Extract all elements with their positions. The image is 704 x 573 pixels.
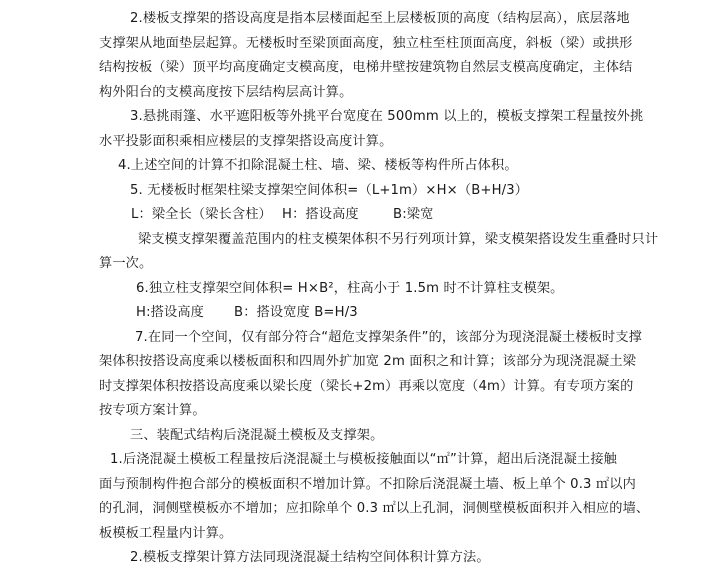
- paragraph-line: 4.上述空间的计算不扣除混凝土柱、墙、梁、楼板等构件所占体积。: [118, 158, 518, 173]
- variable-definition: H:搭设高度: [136, 305, 205, 320]
- paragraph-line: 水平投影面积乘相应楼层的支撑架搭设高度计算。: [99, 134, 393, 149]
- paragraph-line: 面与预制构件抱合部分的模板面积不增加计算。不扣除后浇混凝土墙、板上单个 0.3 ㎡以内: [99, 477, 636, 492]
- paragraph-line: 构外阳台的支模高度按下层结构层高计算。: [99, 85, 353, 100]
- paragraph-line: 时支撑架体积按搭设高度乘以梁长度（梁长+2m）再乘以宽度（4m）计算。有专项方案的: [99, 379, 634, 394]
- paragraph-line: 7.在同一个空间，仅有部分符合“超危支撑架条件”的，该部分为现浇混凝土楼板时支撑: [135, 330, 642, 345]
- paragraph-line: 1.后浇混凝土模板工程量按后浇混凝土与模板接触面以“㎡”计算，超出后浇混凝土接触: [110, 452, 617, 467]
- paragraph-line: 按专项方案计算。: [99, 403, 206, 418]
- variable-definition: L：梁全长（梁长含柱）: [131, 207, 272, 222]
- variable-definition: B：搭设宽度 B=H/3: [234, 305, 358, 320]
- paragraph-line: 板模板工程量内计算。: [99, 526, 233, 541]
- formula-line: 6.独立柱支撑架空间体积= H×B²，柱高小于 1.5m 时不计算柱支模架。: [136, 281, 564, 296]
- variable-definition: H：搭设高度: [282, 207, 359, 222]
- paragraph-line: 支撑架从地面垫层起算。无楼板时至梁顶面高度，独立柱至柱顶面高度，斜板（梁）或拱形: [99, 36, 633, 51]
- paragraph-line: 架体积按搭设高度乘以楼板面积和四周外扩加宽 2m 面积之和计算；该部分为现浇混凝土梁: [99, 354, 637, 369]
- paragraph-line: 2.模板支撑架计算方法同现浇混凝土结构空间体积计算方法。: [130, 550, 490, 565]
- paragraph-line: 梁支模支撑架覆盖范围内的柱支模架体积不另行列项计算，梁支模架搭设发生重叠时只计: [138, 232, 659, 247]
- paragraph-line: 算一次。: [99, 256, 153, 271]
- paragraph-line: 的孔洞，洞侧壁模板亦不增加；应扣除单个 0.3 ㎡以上孔洞，洞侧壁模板面积并入相应的墙、: [99, 501, 650, 516]
- formula-line: 5. 无楼板时框架柱梁支撑架空间体积=（L+1m）×H×（B+H/3）: [130, 183, 529, 198]
- paragraph-line: 3.悬挑雨篷、水平遮阳板等外挑平台宽度在 500mm 以上的，模板支撑架工程量按外挑: [130, 109, 644, 124]
- paragraph-line: 2.楼板支撑架的搭设高度是指本层楼面起至上层楼板顶的高度（结构层高），底层落地: [130, 11, 630, 26]
- section-heading: 三、装配式结构后浇混凝土模板及支撑架。: [130, 428, 384, 443]
- variable-definition: B:梁宽: [393, 207, 434, 222]
- paragraph-line: 结构按板（梁）顶平均高度确定支模高度，电梯井壁按建筑物自然层支模高度确定，主体结: [99, 60, 633, 75]
